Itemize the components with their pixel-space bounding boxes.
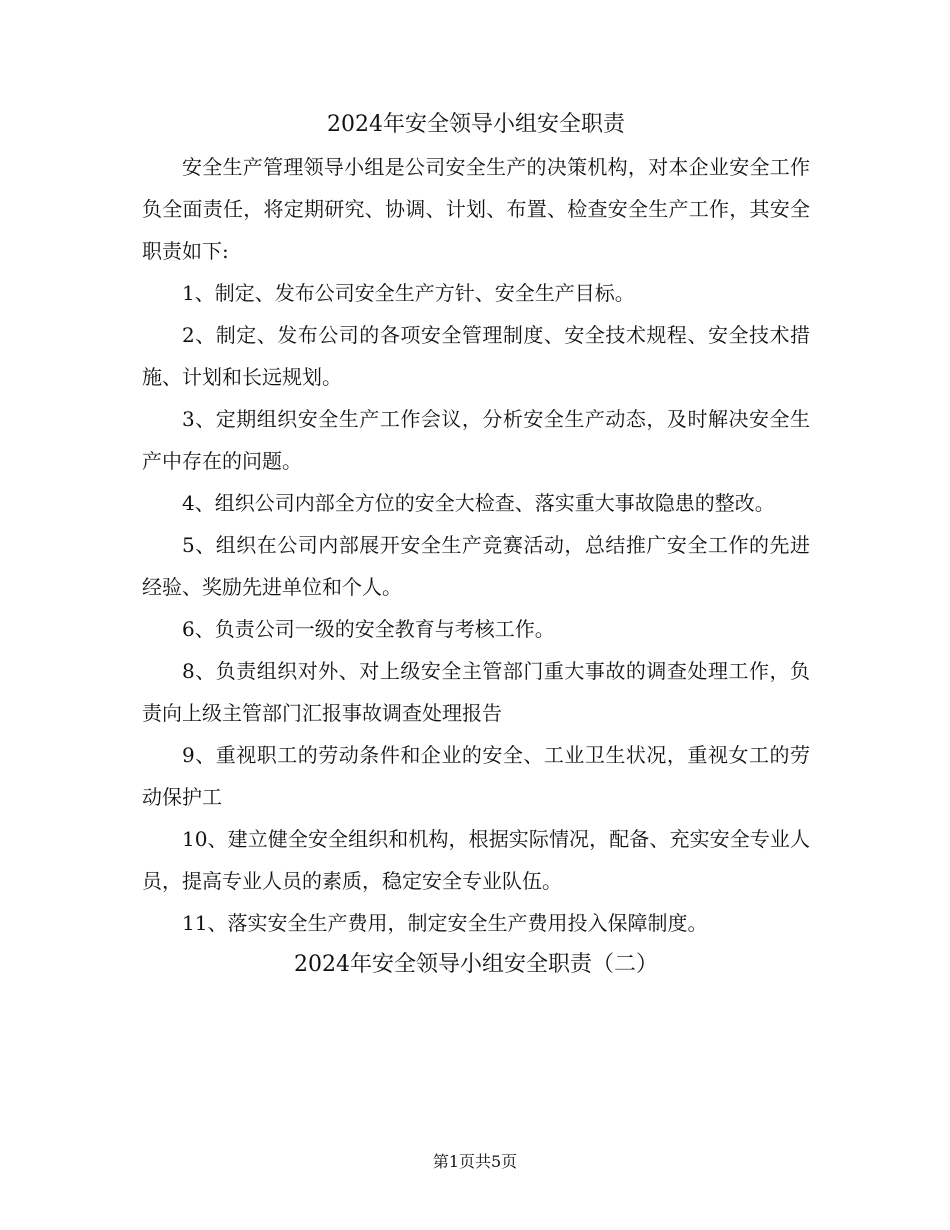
page-number-footer: 第1页共5页 xyxy=(432,1152,518,1171)
duty-item-4: 4、组织公司内部全方位的安全大检查、落实重大事故隐患的整改。 xyxy=(182,491,775,515)
duty-item-8: 8、负责组织对外、对上级安全主管部门重大事故的调查处理工作，负责向上级主管部门汇报事故调查处理报告 xyxy=(142,659,810,725)
duty-item-9: 9、重视职工的劳动条件和企业的安全、工业卫生状况，重视女工的劳动保护工 xyxy=(142,743,810,809)
duty-item-3: 3、定期组织安全生产工作会议，分析安全生产动态，及时解决安全生产中存在的问题。 xyxy=(142,407,810,473)
section-two-title: 2024年安全领导小组安全职责（二） xyxy=(294,952,658,977)
duty-item-5: 5、组织在公司内部展开安全生产竞赛活动，总结推广安全工作的先进经验、奖励先进单位和个人。 xyxy=(142,533,810,599)
intro-paragraph: 安全生产管理领导小组是公司安全生产的决策机构，对本企业安全工作负全面责任，将定期研究、协调、计划、布置、检查安全生产工作，其安全职责如下: xyxy=(142,155,810,263)
duty-item-2: 2、制定、发布公司的各项安全管理制度、安全技术规程、安全技术措施、计划和长远规划。 xyxy=(142,323,810,389)
document-title: 2024年安全领导小组安全职责 xyxy=(327,112,625,137)
document-body xyxy=(142,104,810,986)
duty-item-11: 11、落实安全生产费用，制定安全生产费用投入保障制度。 xyxy=(182,911,708,935)
duty-item-6: 6、负责公司一级的安全教育与考核工作。 xyxy=(182,617,555,641)
duty-item-1: 1、制定、发布公司安全生产方针、安全生产目标。 xyxy=(182,281,635,305)
duty-item-10: 10、建立健全安全组织和机构，根据实际情况，配备、充实安全专业人员，提高专业人员的素质，稳定安全专业队伍。 xyxy=(142,827,810,893)
